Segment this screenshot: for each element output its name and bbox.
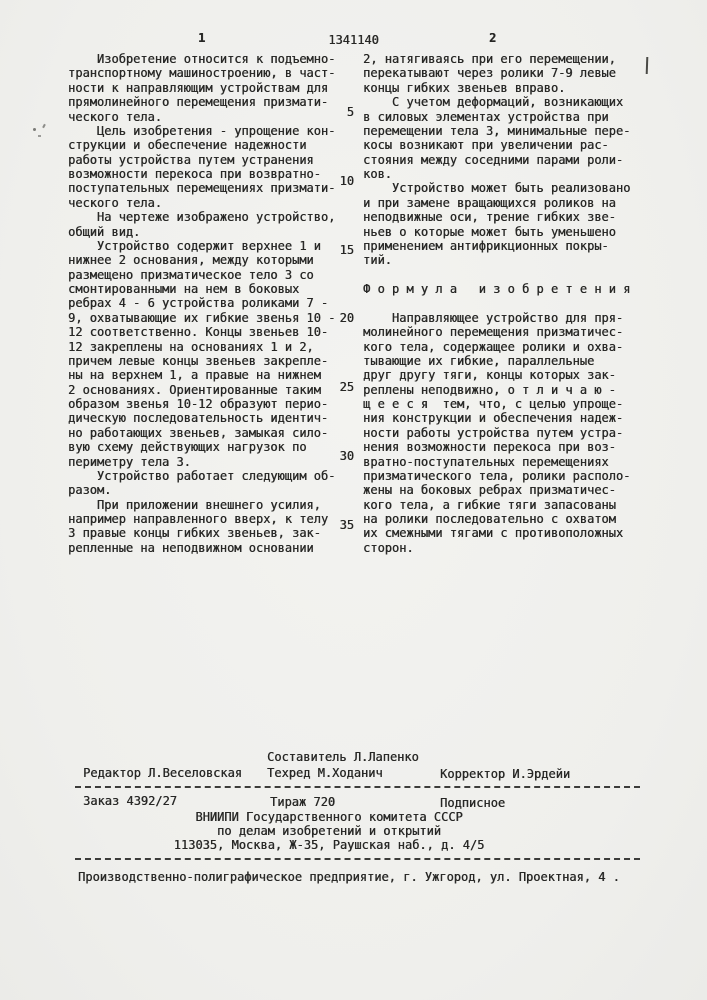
text-line: струкции и обеспечение надежности [68,138,307,153]
line-number: 35 [339,517,354,532]
text-line: возможности перекоса при возвратно- [68,167,321,181]
footer-subscription: Подписное [440,796,506,810]
text-line: 2 основаниях. Ориентированные таким [68,382,321,397]
text-line: щ е е с я тем, что, с целью упроще- [363,397,624,411]
footer-org-address: 113035, Москва, Ж-35, Раушская наб., д. 4/5 [173,838,485,852]
footer-corrector: Корректор И.Эрдейи [440,767,571,781]
text-line: вую схему действующих нагрузок по [68,440,307,455]
text-line: нижнее 2 основания, между которыми [68,253,314,268]
text-line: Изобретение относится к подъемно- [68,52,336,66]
text-line: репленные на неподвижном основании [68,540,314,555]
patent-document-number: 1341140 [328,33,379,47]
text-line: 12 соответственно. Концы звеньев 10- [68,325,329,340]
text-line: размещено призматическое тело 3 со [68,267,314,282]
text-line: Устройство работает следующим об- [68,468,336,483]
footer-compiler: Составитель Л.Лапенко [267,750,419,764]
text-line: стояния между соседними парами роли- [363,152,624,167]
text-line: на ролики последовательно с охватом [363,512,616,526]
text-line [363,268,653,282]
line-number: 30 [339,448,354,463]
footer-editor: Редактор Л.Веселовская [83,766,242,780]
text-line: вратно-поступательных перемещениях [363,454,609,469]
ink-speck [42,124,46,128]
text-line: работы устройства путем устранения [68,152,314,167]
text-line: прямолинейного перемещения призмати- [68,95,329,110]
footer-techred: Техред М.Ходанич [267,766,383,780]
ink-speck [38,135,41,137]
text-line: 3 правые концы гибких звеньев, зак- [68,526,321,541]
text-line: жены на боковых ребрах призматичес- [363,483,616,498]
text-line: ны на верхнем 1, а правые на нижнем [68,368,321,383]
text-line: причем левые концы звеньев закрепле- [68,353,329,368]
text-line: 2, натягиваясь при его перемещении, [363,52,616,66]
text-line: Устройство может быть реализовано [363,181,631,196]
text-line: На чертеже изображено устройство, [68,210,336,225]
right-text-column [363,52,653,555]
text-line: применением антифрикционных покры- [363,238,609,253]
line-number: 10 [339,173,354,188]
footer-tirazh: Тираж 720 [270,795,336,809]
text-line: образом звенья 10-12 образуют перио- [68,397,329,411]
text-line: дическую последовательность идентич- [68,411,329,426]
line-number: 5 [346,105,354,119]
line-number: 25 [339,380,354,395]
footer-printing-enterprise: Производственно-полиграфическое предприятие, г. Ужгород, ул. Проектная, 4 . [78,870,620,884]
text-line: реплены неподвижно, о т л и ч а ю - [363,382,616,397]
text-line: ков. [363,167,392,181]
text-line: ческого тела. [68,109,162,124]
footer-org-name: ВНИИПИ Государственного комитета СССР [195,810,463,824]
text-line: ньев о которые может быть уменьшено [363,224,616,239]
text-line: и при замене вращающихся роликов на [363,195,616,210]
text-line: тий. [363,253,392,268]
text-line: нения возможности перекоса при воз- [363,440,616,455]
text-line: молинейного перемещения призматичес- [363,325,624,340]
footer-org-dept: по делам изобретений и открытий [217,824,441,838]
left-text-column [68,52,358,555]
text-line: Устройство содержит верхнее 1 и [68,238,321,253]
text-line: косы возникают при увеличении рас- [363,138,609,153]
dashed-divider-top [75,786,640,788]
text-line: друг другу тяги, концы которых зак- [363,368,616,383]
text-line: Ф о р м у л а и з о б р е т е н и я [363,282,631,296]
text-line: перекатывают через ролики 7-9 левые [363,66,616,81]
text-line: например направленного вверх, к телу [68,512,329,526]
text-line: кого тела, а гибкие тяги запасованы [363,497,616,512]
text-line: поступательных перемещениях призмати- [68,181,336,196]
footer-order-number: Заказ 4392/27 [83,794,177,808]
dashed-divider-bottom [75,858,640,860]
text-line: перемещении тела 3, минимальные пере- [363,123,631,138]
text-line: Цель изобретения - упрощение кон- [68,123,336,138]
text-line: Направляющее устройство для пря- [363,310,624,325]
text-line: С учетом деформаций, возникающих [363,95,624,110]
text-line: ния конструкции и обеспечения надеж- [363,411,624,426]
text-line: концы гибких звеньев вправо. [363,80,566,95]
text-line: 9, охватывающие их гибкие звенья 10 - [68,310,336,325]
line-number: 20 [339,311,354,326]
text-line: 12 закреплены на основаниях 1 и 2, [68,339,314,354]
text-line: но работающих звеньев, замыкая сило- [68,425,329,440]
header-column-number-right: 2 [489,31,497,45]
text-line: кого тела, содержащее ролики и охва- [363,339,624,354]
text-line: призматического тела, ролики располо- [363,468,631,483]
text-line: сторон. [363,540,414,555]
text-line: ности к направляющим устройствам для [68,80,329,95]
text-line: ности работы устройства путем устра- [363,425,624,440]
header-column-number-left: 1 [198,31,206,45]
text-line: общий вид. [68,224,141,239]
text-line: неподвижные оси, трение гибких зве- [363,210,616,225]
text-line: ребрах 4 - 6 устройства роликами 7 - [68,296,329,311]
text-line: их смежными тягами с противоположных [363,526,624,541]
text-line: ческого тела. [68,195,162,210]
text-line: При приложении внешнего усилия, [68,497,321,512]
text-line: смонтированными на нем в боковых [68,282,300,296]
text-line: периметру тела 3. [68,454,191,469]
ink-speck [33,128,36,131]
gutter-line-numbers [327,105,354,586]
line-number: 15 [339,242,354,257]
text-line: в силовых элементах устройства при [363,109,609,124]
text-line: разом. [68,483,112,498]
text-line: тывающие их гибкие, параллельные [363,353,595,368]
text-line: транспортному машиностроению, в част- [68,66,336,81]
text-line [363,296,653,310]
